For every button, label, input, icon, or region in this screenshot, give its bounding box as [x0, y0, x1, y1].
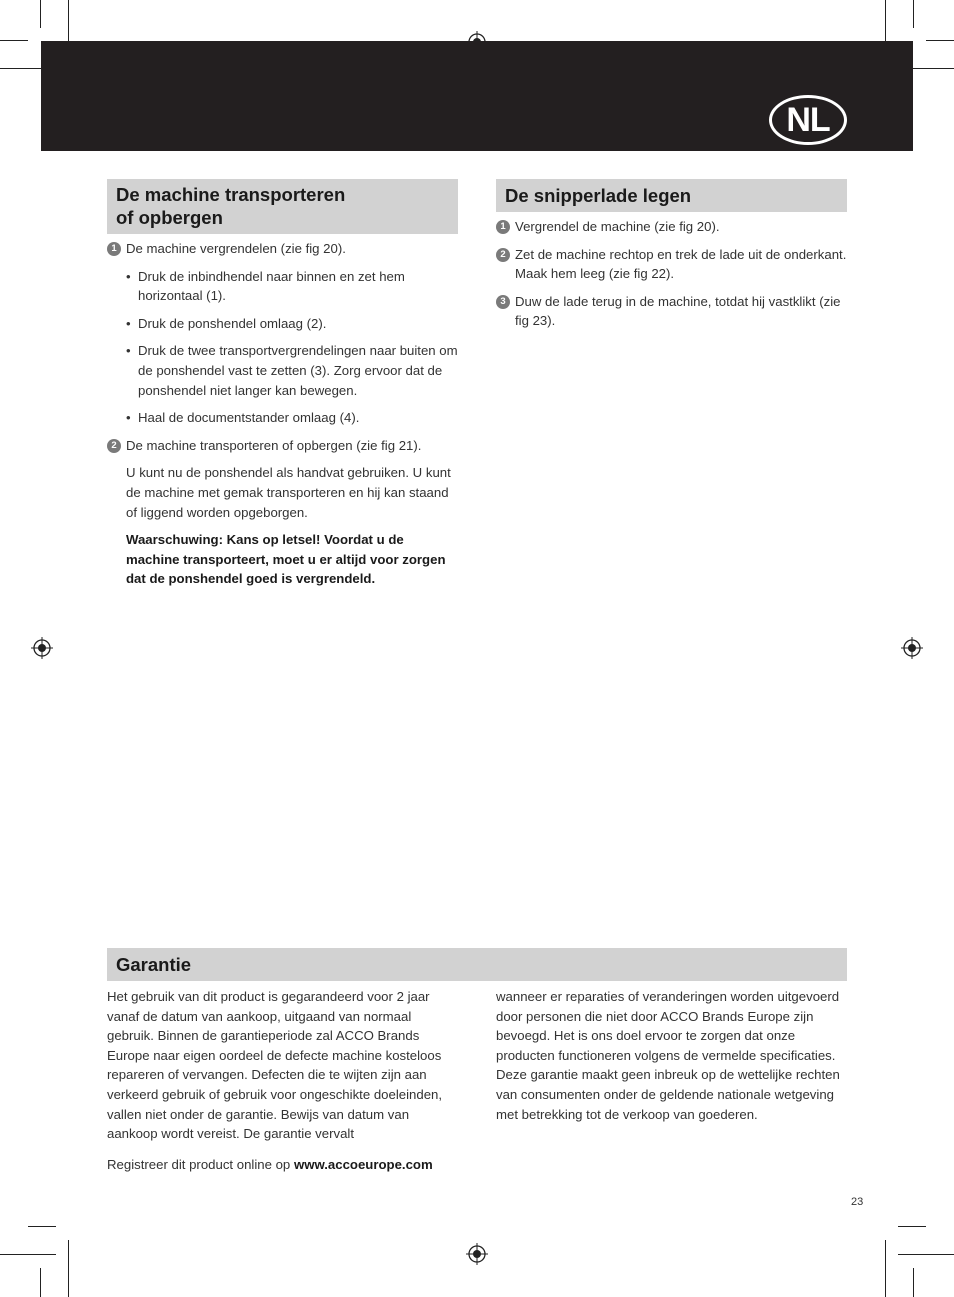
warranty-right [496, 987, 848, 1132]
registration-mark-icon [901, 637, 923, 659]
section-title-warranty [107, 948, 847, 981]
page-number: 23 [851, 1196, 864, 1208]
registration-mark-icon [466, 1243, 488, 1265]
step-text: Vergrendel de machine (zie fig 20). [515, 219, 720, 234]
register-label: Registreer dit product online op [107, 1156, 291, 1172]
section-title-transport [107, 179, 458, 234]
step-number-icon: 3 [496, 295, 510, 309]
step-text: De machine vergrendelen (zie fig 20). [126, 241, 346, 256]
register-line [107, 1155, 459, 1175]
step-text: De machine transporteren of opbergen (zie fig 21). [126, 437, 422, 453]
list-item [496, 245, 848, 284]
step-text: Duw de lade terug in de machine, totdat hij vastklikt (zie fig 23). [515, 293, 841, 329]
bullet-icon: • [126, 343, 131, 359]
section-title-line: of opbergen [116, 207, 223, 228]
step-number-icon: 2 [496, 248, 510, 262]
list-item [107, 341, 459, 400]
transport-content [107, 239, 459, 589]
bullet-icon: • [126, 315, 131, 331]
step-number-icon: 2 [107, 439, 121, 453]
warranty-text: Het gebruik van dit product is gegarandeerd voor 2 jaar vanaf de datum van aankoop, uitgaand van normaal gebruik. Binnen de garantieperiode zal ACCO Brands Europe naar eigen oordeel de defecte machine kosteloos repareren of vervangen. Defecten die te wijten zijn aan verkeerd gebruik of gebruik voor ongeschikte doeleinden, vallen niet onder de garantie. Bewijs van datum van aankoop wordt vereist. De garantie vervalt [107, 989, 443, 1142]
bullet-icon: • [126, 268, 131, 284]
language-badge: NL [769, 95, 847, 145]
list-item [107, 314, 459, 334]
step-number-icon: 1 [496, 220, 510, 234]
section-title-text: Garantie [116, 954, 192, 975]
list-item [496, 217, 848, 237]
bullet-icon: • [126, 410, 131, 426]
transport-note: U kunt nu de ponshendel als handvat gebruiken. U kunt de machine met gemak transporteren en hij kan staand of liggend worden opgeborgen. [126, 465, 451, 520]
empty-tray-content [496, 217, 848, 339]
warranty-left [107, 987, 459, 1182]
bullet-text: Druk de inbindhendel naar binnen en zet hem horizontaal (1). [138, 268, 405, 304]
section-title-line: De machine transporteren [116, 184, 346, 205]
bullet-text: Haal de documentstander omlaag (4). [138, 410, 360, 426]
register-link[interactable]: www.accoeurope.com [293, 1156, 433, 1172]
list-item [107, 436, 459, 456]
list-item [107, 239, 459, 259]
list-item [107, 408, 459, 428]
bullet-text: Druk de twee transportvergrendelingen naar buiten om de ponshendel vast te zetten (3). Zorg ervoor dat de ponshendel niet langer kan bewegen. [138, 343, 458, 398]
bullet-text: Druk de ponshendel omlaag (2). [138, 315, 327, 331]
section-title-empty-tray [496, 179, 847, 212]
warranty-text: wanneer er reparaties of veranderingen worden uitgevoerd door personen die niet door ACCO Brands Europe zijn bevoegd. Het is ons doel ervoor te zorgen dat onze producten functioneren volgens de vermelde specificaties. Deze garantie maakt geen inbreuk op de wettelijke rechten van consumenten onder de geldende nationale wetgeving met betrekking tot de verkoop van goederen. [496, 989, 840, 1122]
list-item [107, 267, 459, 306]
list-item [496, 292, 848, 331]
step-number-icon: 1 [107, 242, 121, 256]
registration-mark-icon [31, 637, 53, 659]
section-title-text: De snipperlade legen [505, 185, 692, 206]
step-text: Zet de machine rechtop en trek de lade uit de onderkant. Maak hem leeg (zie fig 22). [515, 246, 847, 282]
safety-warning: Waarschuwing: Kans op letsel! Voordat u de machine transporteert, moet u er altijd voor zorgen dat de ponshendel goed is vergrendeld. [126, 532, 446, 587]
